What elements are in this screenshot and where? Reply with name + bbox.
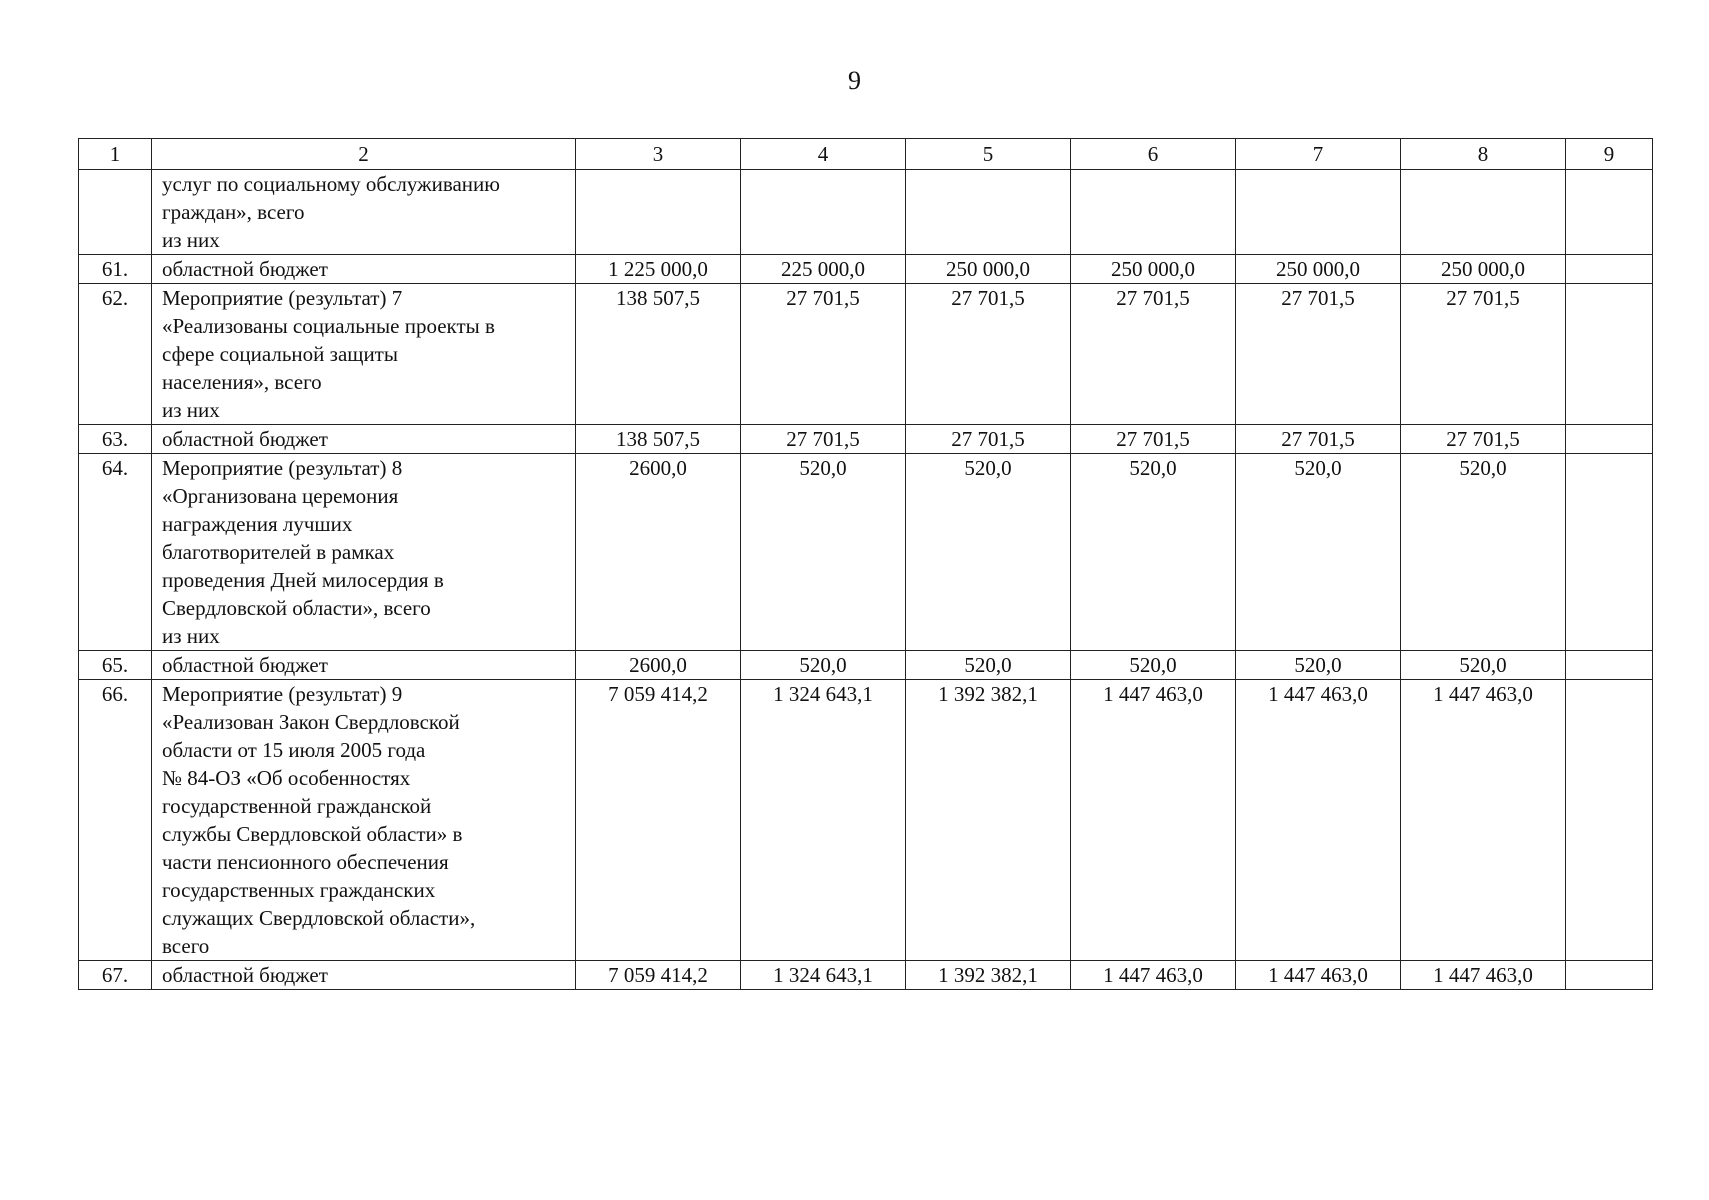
value-cell: 250 000,0 [1071, 255, 1236, 284]
column-header: 1 [79, 139, 152, 170]
column-header: 4 [741, 139, 906, 170]
row-number: 61. [79, 255, 152, 284]
value-cell: 250 000,0 [1401, 255, 1566, 284]
value-cell: 27 701,5 [741, 425, 906, 454]
row-number: 66. [79, 680, 152, 961]
value-cell: 27 701,5 [1236, 284, 1401, 425]
table-row [79, 425, 1653, 454]
value-cell [1566, 651, 1653, 680]
value-cell: 1 447 463,0 [1071, 961, 1236, 990]
value-cell: 1 447 463,0 [1236, 961, 1401, 990]
row-description: областной бюджет [152, 961, 576, 990]
value-cell: 138 507,5 [576, 425, 741, 454]
value-cell: 520,0 [741, 454, 906, 651]
row-number [79, 170, 152, 255]
value-cell [1566, 425, 1653, 454]
value-cell: 1 447 463,0 [1401, 961, 1566, 990]
column-header: 6 [1071, 139, 1236, 170]
column-header: 7 [1236, 139, 1401, 170]
value-cell: 27 701,5 [1071, 425, 1236, 454]
value-cell: 1 392 382,1 [906, 961, 1071, 990]
column-header: 8 [1401, 139, 1566, 170]
row-description: услуг по социальному обслуживанию граждан», всего из них [152, 170, 576, 255]
column-header: 2 [152, 139, 576, 170]
table-body [79, 170, 1653, 990]
value-cell: 1 447 463,0 [1401, 680, 1566, 961]
column-header: 5 [906, 139, 1071, 170]
row-number: 62. [79, 284, 152, 425]
value-cell: 27 701,5 [1236, 425, 1401, 454]
row-description: Мероприятие (результат) 7 «Реализованы социальные проекты в сфере социальной защиты населения», всего из них [152, 284, 576, 425]
value-cell: 2600,0 [576, 454, 741, 651]
table-row [79, 651, 1653, 680]
value-cell: 520,0 [1071, 651, 1236, 680]
value-cell: 520,0 [1401, 454, 1566, 651]
table-row [79, 680, 1653, 961]
budget-table [78, 138, 1653, 990]
value-cell: 2600,0 [576, 651, 741, 680]
value-cell: 250 000,0 [906, 255, 1071, 284]
value-cell: 7 059 414,2 [576, 961, 741, 990]
value-cell: 520,0 [741, 651, 906, 680]
value-cell: 27 701,5 [741, 284, 906, 425]
row-description: областной бюджет [152, 651, 576, 680]
value-cell [1566, 170, 1653, 255]
value-cell: 7 059 414,2 [576, 680, 741, 961]
value-cell: 27 701,5 [906, 284, 1071, 425]
value-cell: 1 392 382,1 [906, 680, 1071, 961]
row-number: 64. [79, 454, 152, 651]
value-cell [1566, 255, 1653, 284]
table-row [79, 255, 1653, 284]
value-cell [906, 170, 1071, 255]
value-cell [1071, 170, 1236, 255]
value-cell: 520,0 [1236, 651, 1401, 680]
value-cell: 1 324 643,1 [741, 680, 906, 961]
column-header: 3 [576, 139, 741, 170]
column-header: 9 [1566, 139, 1653, 170]
value-cell [1566, 961, 1653, 990]
value-cell [1566, 680, 1653, 961]
value-cell: 1 225 000,0 [576, 255, 741, 284]
value-cell: 1 447 463,0 [1236, 680, 1401, 961]
table-row [79, 961, 1653, 990]
row-number: 67. [79, 961, 152, 990]
value-cell: 520,0 [1236, 454, 1401, 651]
value-cell: 520,0 [906, 651, 1071, 680]
table-row [79, 170, 1653, 255]
row-description: Мероприятие (результат) 9 «Реализован Закон Свердловской области от 15 июля 2005 года № 84-ОЗ «Об особенностях государственной гражданской службы Свердловской области» в части пенсионного обеспечения государственных гражданских служащих Свердловской области», всего [152, 680, 576, 961]
value-cell [1401, 170, 1566, 255]
value-cell [741, 170, 906, 255]
value-cell: 1 447 463,0 [1071, 680, 1236, 961]
row-description: областной бюджет [152, 255, 576, 284]
value-cell: 1 324 643,1 [741, 961, 906, 990]
value-cell: 520,0 [1401, 651, 1566, 680]
value-cell [576, 170, 741, 255]
row-description: Мероприятие (результат) 8 «Организована церемония награждения лучших благотворителей в рамках проведения Дней милосердия в Свердловской области», всего из них [152, 454, 576, 651]
value-cell: 27 701,5 [1401, 425, 1566, 454]
table-row [79, 284, 1653, 425]
value-cell: 27 701,5 [1071, 284, 1236, 425]
value-cell: 138 507,5 [576, 284, 741, 425]
value-cell [1566, 284, 1653, 425]
value-cell [1236, 170, 1401, 255]
row-description: областной бюджет [152, 425, 576, 454]
page-number: 9 [848, 66, 861, 95]
value-cell: 520,0 [906, 454, 1071, 651]
value-cell: 27 701,5 [1401, 284, 1566, 425]
row-number: 63. [79, 425, 152, 454]
value-cell: 520,0 [1071, 454, 1236, 651]
row-number: 65. [79, 651, 152, 680]
header-row [79, 139, 1653, 170]
table-row [79, 454, 1653, 651]
value-cell: 250 000,0 [1236, 255, 1401, 284]
value-cell: 27 701,5 [906, 425, 1071, 454]
value-cell [1566, 454, 1653, 651]
value-cell: 225 000,0 [741, 255, 906, 284]
